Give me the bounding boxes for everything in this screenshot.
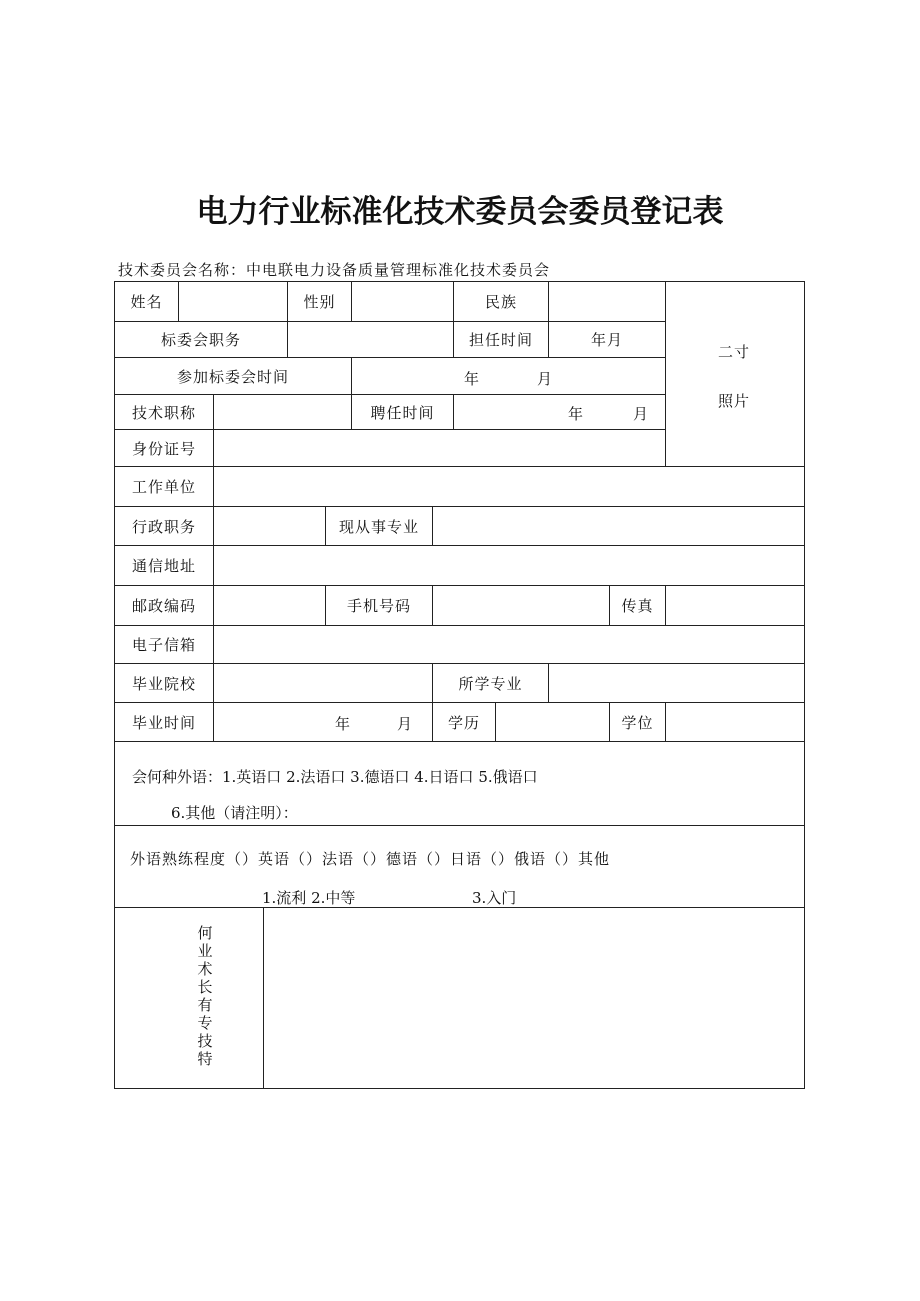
appoint-time-month: 月	[633, 405, 650, 423]
graduate-school-field[interactable]	[214, 664, 432, 702]
mobile-label: 手机号码	[346, 597, 411, 615]
appoint-time-year: 年	[568, 405, 585, 423]
postal-code-label: 邮政编码	[131, 597, 196, 615]
graduation-year: 年	[335, 715, 352, 733]
join-time-year: 年	[464, 370, 481, 388]
proficiency-levels-1-2: 1.流利 2.中等	[262, 889, 356, 907]
name-label: 姓名	[130, 293, 163, 311]
join-time-month: 月	[537, 370, 554, 388]
id-number-field[interactable]	[214, 430, 665, 466]
join-time-label: 参加标委会时间	[176, 367, 289, 386]
address-label: 通信地址	[131, 557, 196, 575]
foreign-language-other: 6.其他（请注明）：	[171, 804, 298, 822]
photo-divider	[665, 281, 666, 467]
current-specialty-field[interactable]	[433, 507, 804, 545]
major-label: 所学专业	[458, 674, 523, 693]
graduation-month: 月	[397, 715, 414, 733]
education-label: 学历	[447, 713, 480, 732]
term-time-label: 担任时间	[468, 331, 533, 349]
row-line	[114, 741, 805, 742]
ethnicity-label: 民族	[484, 293, 517, 311]
expertise-label: 何业术长有专技特	[197, 924, 213, 1068]
id-number-label: 身份证号	[131, 439, 196, 458]
term-time-field[interactable]: 年月	[590, 331, 623, 349]
photo-size-label: 二寸	[718, 343, 751, 361]
ethnicity-field[interactable]	[549, 282, 665, 321]
col-line	[213, 702, 214, 742]
work-unit-field[interactable]	[214, 467, 804, 506]
postal-code-field[interactable]	[214, 586, 325, 625]
expertise-field[interactable]	[264, 908, 804, 1088]
admin-position-label: 行政职务	[131, 517, 196, 536]
admin-position-field[interactable]	[214, 507, 325, 545]
work-unit-label: 工作单位	[131, 478, 196, 496]
name-field[interactable]	[179, 282, 287, 321]
committee-position-label: 标委会职务	[160, 331, 241, 349]
gender-label: 性别	[303, 293, 336, 311]
page-title: 电力行业标准化技术委员会委员登记表	[196, 194, 724, 230]
col-line	[453, 394, 454, 430]
current-specialty-label: 现从事专业	[338, 517, 419, 536]
education-field[interactable]	[496, 703, 609, 741]
degree-label: 学位	[621, 713, 654, 732]
committee-name: 技术委员会名称：中电联电力设备质量管理标准化技术委员会	[118, 261, 551, 279]
graduate-school-label: 毕业院校	[131, 674, 196, 693]
proficiency-level-3: 3.入门	[472, 889, 517, 907]
mobile-field[interactable]	[433, 586, 609, 625]
email-field[interactable]	[214, 626, 804, 663]
photo-label: 照片	[718, 392, 751, 410]
degree-field[interactable]	[666, 703, 804, 741]
table-border-bottom	[114, 1088, 805, 1089]
major-field[interactable]	[549, 664, 804, 702]
email-label: 电子信箱	[131, 636, 196, 654]
appoint-time-label: 聘任时间	[370, 403, 435, 422]
gender-field[interactable]	[352, 282, 453, 321]
graduation-time-label: 毕业时间	[131, 713, 196, 732]
technical-title-field[interactable]	[214, 395, 351, 429]
foreign-language-options: 会何种外语：1.英语口 2.法语口 3.德语口 4.日语口 5.俄语口	[132, 768, 538, 786]
technical-title-label: 技术职称	[131, 403, 196, 422]
row-line	[114, 825, 805, 826]
address-field[interactable]	[214, 546, 804, 585]
col-line	[351, 357, 352, 395]
committee-position-field[interactable]	[288, 322, 453, 357]
fax-field[interactable]	[666, 586, 804, 625]
table-border-right	[804, 281, 805, 1089]
fax-label: 传真	[621, 597, 654, 615]
proficiency-options: 外语熟练程度（）英语（）法语（）德语（）日语（）俄语（）其他	[130, 850, 611, 868]
